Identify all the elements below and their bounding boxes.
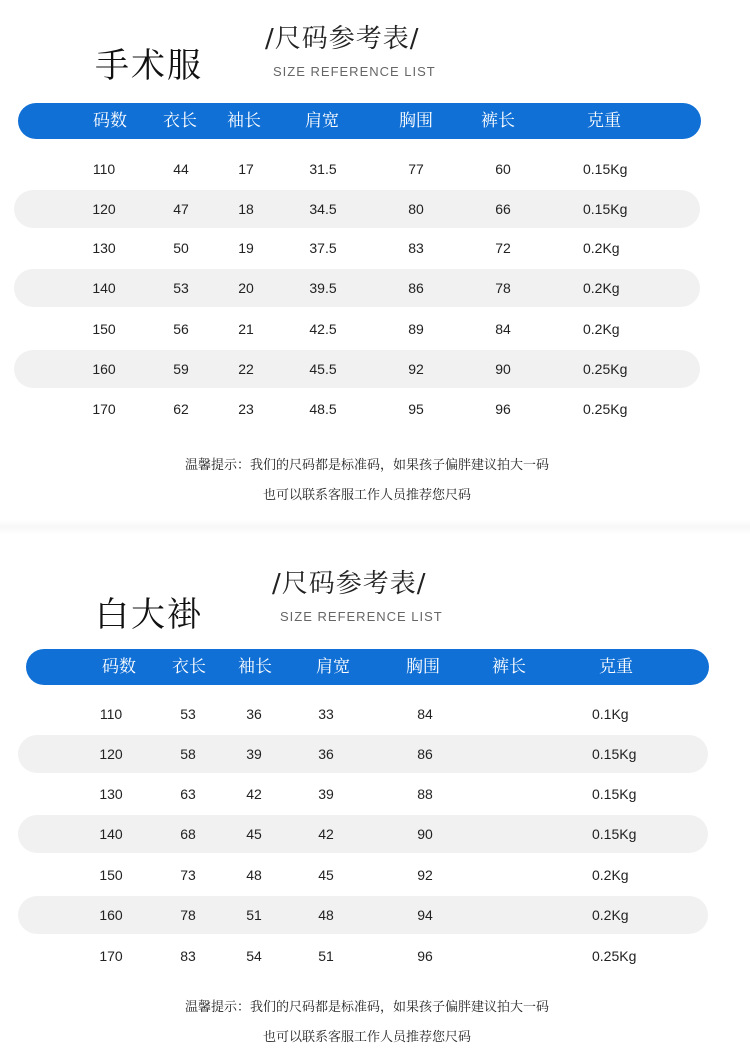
table-row	[18, 856, 708, 894]
cell-length: 73	[180, 867, 196, 883]
cell-chest: 92	[408, 361, 424, 377]
cell-size: 130	[92, 240, 116, 256]
cell-chest: 96	[417, 948, 433, 964]
cell-weight: 0.2Kg	[583, 280, 620, 296]
reference-title: /尺码参考表/	[265, 24, 420, 54]
table-row	[14, 350, 700, 388]
cell-size: 170	[99, 948, 123, 964]
cell-sleeve: 21	[238, 321, 254, 337]
note-line-1: 温馨提示：我们的尺码都是标准码，如果孩子偏胖建议拍大一码	[184, 458, 549, 473]
table-row	[18, 896, 708, 934]
cell-length: 83	[180, 948, 196, 964]
cell-shoulder: 48.5	[309, 401, 337, 417]
cell-length: 44	[173, 161, 189, 177]
cell-shoulder: 48	[318, 907, 334, 923]
cell-length: 53	[173, 280, 189, 296]
note-line-2: 也可以联系客服工作人员推荐您尺码	[262, 488, 471, 503]
cell-length: 58	[180, 746, 196, 762]
cell-chest: 86	[417, 746, 433, 762]
cell-weight: 0.15Kg	[592, 826, 637, 842]
table-row	[18, 815, 708, 853]
cell-shoulder: 39.5	[309, 280, 337, 296]
cell-sleeve: 17	[238, 161, 254, 177]
table-header	[26, 649, 709, 685]
cell-chest: 88	[417, 786, 433, 802]
cell-length: 68	[180, 826, 196, 842]
header-pants-length: 裤长	[481, 111, 515, 131]
header-size: 码数	[93, 111, 127, 131]
cell-pants-length: 72	[495, 240, 511, 256]
cell-length: 78	[180, 907, 196, 923]
cell-weight: 0.15Kg	[583, 161, 628, 177]
cell-chest: 77	[408, 161, 424, 177]
cell-sleeve: 51	[246, 907, 262, 923]
cell-weight: 0.15Kg	[592, 786, 637, 802]
cell-pants-length: 90	[495, 361, 511, 377]
cell-shoulder: 33	[318, 706, 334, 722]
cell-size: 160	[99, 907, 123, 923]
cell-sleeve: 18	[238, 201, 254, 217]
cell-sleeve: 39	[246, 746, 262, 762]
note-line-1: 温馨提示：我们的尺码都是标准码，如果孩子偏胖建议拍大一码	[184, 1000, 549, 1015]
cell-chest: 89	[408, 321, 424, 337]
cell-chest: 83	[408, 240, 424, 256]
cell-weight: 0.2Kg	[592, 907, 629, 923]
table-row	[18, 695, 708, 733]
cell-weight: 0.1Kg	[592, 706, 629, 722]
cell-chest: 86	[408, 280, 424, 296]
header-length: 衣长	[163, 111, 197, 131]
reference-subtitle: SIZE REFERENCE LIST	[280, 609, 443, 624]
cell-weight: 0.15Kg	[592, 746, 637, 762]
cell-sleeve: 48	[246, 867, 262, 883]
cell-shoulder: 37.5	[309, 240, 337, 256]
cell-pants-length: 66	[495, 201, 511, 217]
cell-weight: 0.2Kg	[592, 867, 629, 883]
table-row	[14, 150, 700, 188]
cell-pants-length: 96	[495, 401, 511, 417]
cell-length: 63	[180, 786, 196, 802]
header-size: 码数	[102, 657, 136, 677]
table-row	[14, 310, 700, 348]
header-length: 衣长	[172, 657, 206, 677]
header-chest: 胸围	[406, 657, 440, 677]
cell-shoulder: 34.5	[309, 201, 337, 217]
cell-shoulder: 42.5	[309, 321, 337, 337]
cell-size: 140	[92, 280, 116, 296]
cell-pants-length: 60	[495, 161, 511, 177]
header-sleeve: 袖长	[227, 111, 261, 131]
cell-pants-length: 84	[495, 321, 511, 337]
cell-shoulder: 45	[318, 867, 334, 883]
cell-chest: 92	[417, 867, 433, 883]
cell-sleeve: 36	[246, 706, 262, 722]
cell-sleeve: 23	[238, 401, 254, 417]
cell-size: 160	[92, 361, 116, 377]
table-row	[18, 937, 708, 975]
header-weight: 克重	[599, 657, 633, 677]
cell-shoulder: 51	[318, 948, 334, 964]
cell-size: 120	[99, 746, 123, 762]
cell-shoulder: 31.5	[309, 161, 337, 177]
cell-shoulder: 39	[318, 786, 334, 802]
cell-sleeve: 45	[246, 826, 262, 842]
header-shoulder: 肩宽	[316, 657, 350, 677]
cell-shoulder: 45.5	[309, 361, 337, 377]
section-divider	[0, 520, 750, 534]
cell-length: 47	[173, 201, 189, 217]
cell-length: 56	[173, 321, 189, 337]
table-row	[14, 229, 700, 267]
cell-length: 62	[173, 401, 189, 417]
cell-weight: 0.2Kg	[583, 321, 620, 337]
cell-chest: 80	[408, 201, 424, 217]
cell-weight: 0.2Kg	[583, 240, 620, 256]
cell-chest: 94	[417, 907, 433, 923]
cell-size: 170	[92, 401, 116, 417]
cell-shoulder: 42	[318, 826, 334, 842]
cell-size: 150	[99, 867, 123, 883]
cell-weight: 0.25Kg	[583, 401, 628, 417]
cell-size: 150	[92, 321, 116, 337]
cell-weight: 0.25Kg	[583, 361, 628, 377]
cell-sleeve: 54	[246, 948, 262, 964]
cell-chest: 90	[417, 826, 433, 842]
reference-subtitle: SIZE REFERENCE LIST	[273, 64, 436, 79]
header-shoulder: 肩宽	[305, 111, 339, 131]
cell-size: 110	[92, 161, 116, 177]
reference-title: /尺码参考表/	[272, 569, 427, 599]
product-name: 白大褂	[95, 595, 203, 635]
cell-size: 130	[99, 786, 123, 802]
header-sleeve: 袖长	[238, 657, 272, 677]
cell-shoulder: 36	[318, 746, 334, 762]
cell-size: 110	[99, 706, 123, 722]
cell-length: 53	[180, 706, 196, 722]
table-row	[18, 775, 708, 813]
cell-sleeve: 20	[238, 280, 254, 296]
note-line-2: 也可以联系客服工作人员推荐您尺码	[262, 1030, 471, 1045]
table-row	[18, 735, 708, 773]
cell-size: 140	[99, 826, 123, 842]
table-row	[14, 390, 700, 428]
product-name: 手术服	[95, 46, 203, 86]
cell-sleeve: 22	[238, 361, 254, 377]
header-pants-length: 裤长	[492, 657, 526, 677]
cell-chest: 84	[417, 706, 433, 722]
table-row	[14, 190, 700, 228]
cell-weight: 0.25Kg	[592, 948, 637, 964]
cell-chest: 95	[408, 401, 424, 417]
cell-length: 50	[173, 240, 189, 256]
table-header	[18, 103, 701, 139]
cell-length: 59	[173, 361, 189, 377]
cell-sleeve: 19	[238, 240, 254, 256]
header-chest: 胸围	[399, 111, 433, 131]
table-row	[14, 269, 700, 307]
cell-size: 120	[92, 201, 116, 217]
cell-weight: 0.15Kg	[583, 201, 628, 217]
cell-pants-length: 78	[495, 280, 511, 296]
header-weight: 克重	[587, 111, 621, 131]
cell-sleeve: 42	[246, 786, 262, 802]
